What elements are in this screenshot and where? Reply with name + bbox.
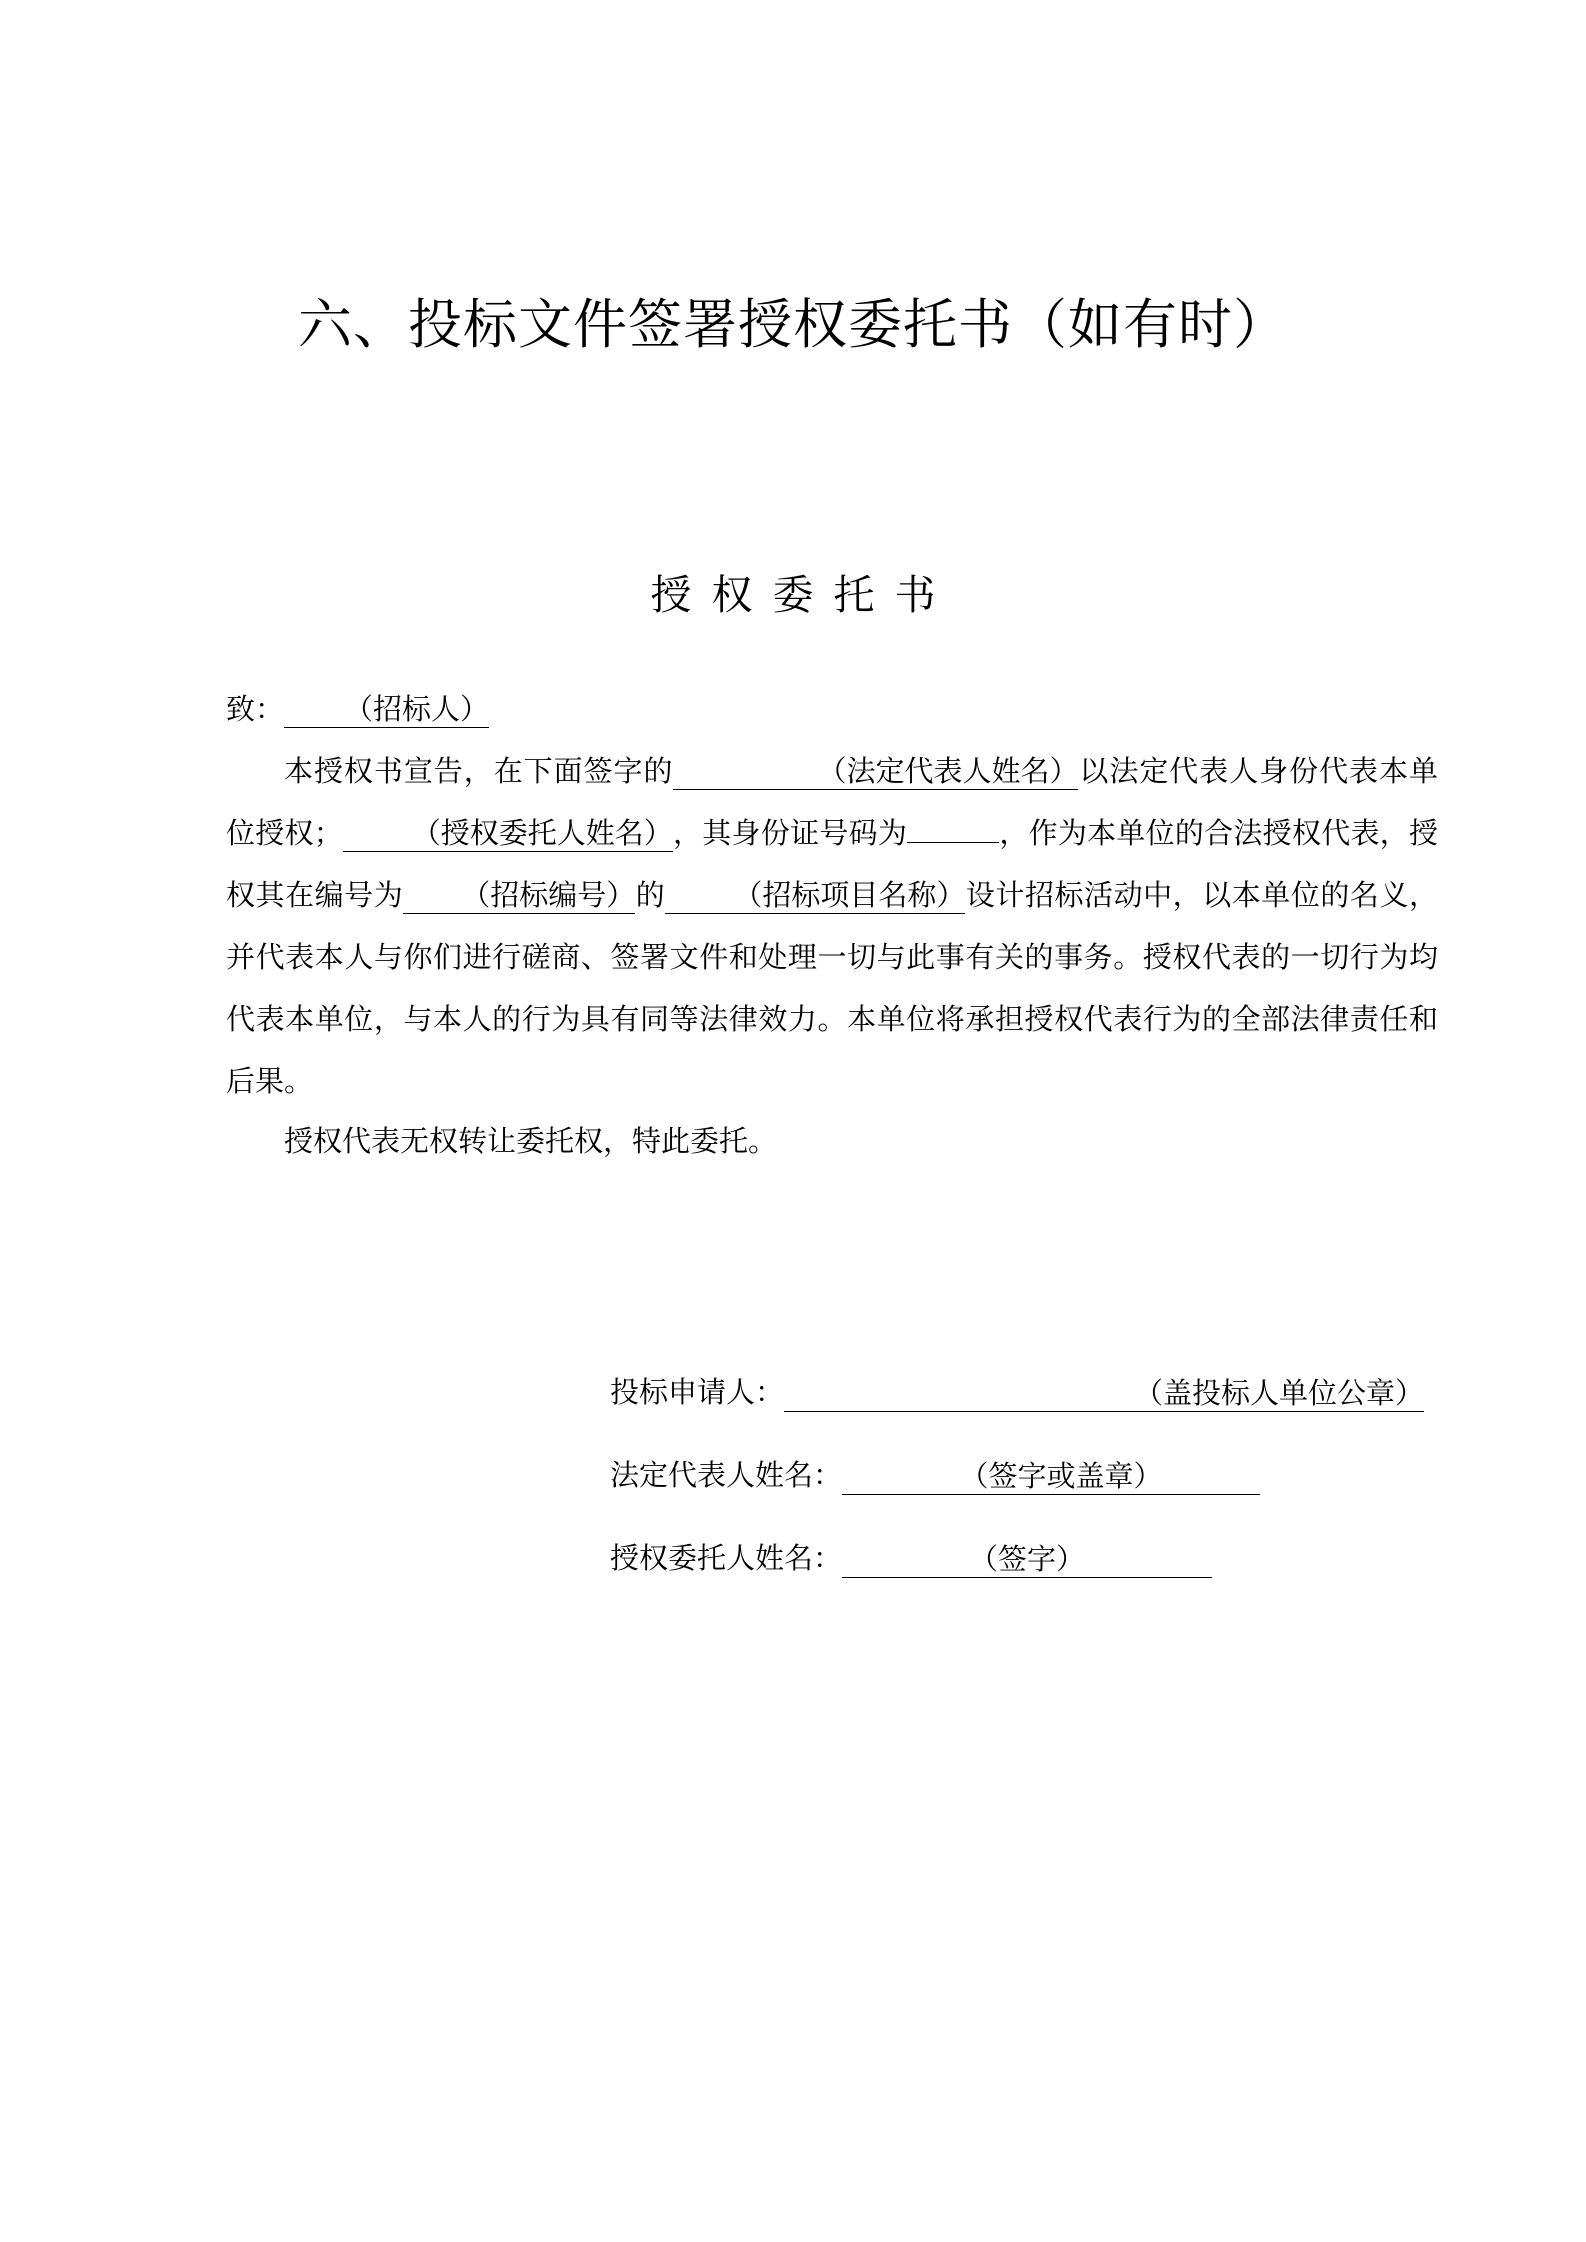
document-title: 授权委托书 — [650, 571, 956, 619]
authorization-paragraph — [226, 740, 1438, 1112]
para-text-4: ，作为本单位的合法授权代表，授权其在编号为 — [226, 816, 1438, 912]
para-text-2: 以法定代表人身份代表本单位授权； — [226, 754, 1438, 850]
legal-rep-signature-line: （签字或盖章） — [842, 1458, 1260, 1495]
project-name-field: （招标项目名称） — [665, 877, 965, 914]
tender-number-field: （招标编号） — [403, 877, 635, 914]
signature-row-agent — [610, 1538, 1212, 1578]
bidder-label: 投标申请人： — [610, 1375, 785, 1409]
bidder-seal-line: （盖投标人单位公章） — [784, 1375, 1424, 1412]
authorized-agent-name-field: （授权委托人姓名） — [343, 815, 673, 852]
legal-rep-name-field: （法定代表人姓名） — [673, 753, 1078, 790]
para-text-3: ，其身份证号码为 — [672, 816, 908, 850]
salutation-prefix: 致： — [226, 692, 285, 726]
id-number-field — [907, 842, 999, 843]
section-title: 六、投标文件签署授权委托书（如有时） — [298, 293, 1288, 356]
agent-signature-line: （签字） — [842, 1541, 1212, 1578]
signature-row-legal-rep — [610, 1455, 1260, 1495]
salutation — [226, 678, 1438, 740]
para-text-1: 本授权书宣告，在下面签字的 — [284, 754, 674, 788]
signature-row-bidder — [610, 1372, 1424, 1412]
legal-rep-label: 法定代表人姓名： — [610, 1458, 843, 1492]
closing-paragraph: 授权代表无权转让委托权，特此委托。 — [284, 1124, 778, 1158]
para-text-6: 设计招标活动中，以本单位的名义，并代表本人与你们进行磋商、签署文件和处理一切与此事有关的事务。授权代表的一切行为均代表本单位，与本人的行为具有同等法律效力。本单位将承担授权代表行为的全部法律责任和后果。 — [226, 878, 1438, 1098]
para-text-5: 的 — [635, 878, 666, 912]
agent-label: 授权委托人姓名： — [610, 1541, 843, 1575]
recipient-field: （招标人） — [284, 691, 489, 728]
